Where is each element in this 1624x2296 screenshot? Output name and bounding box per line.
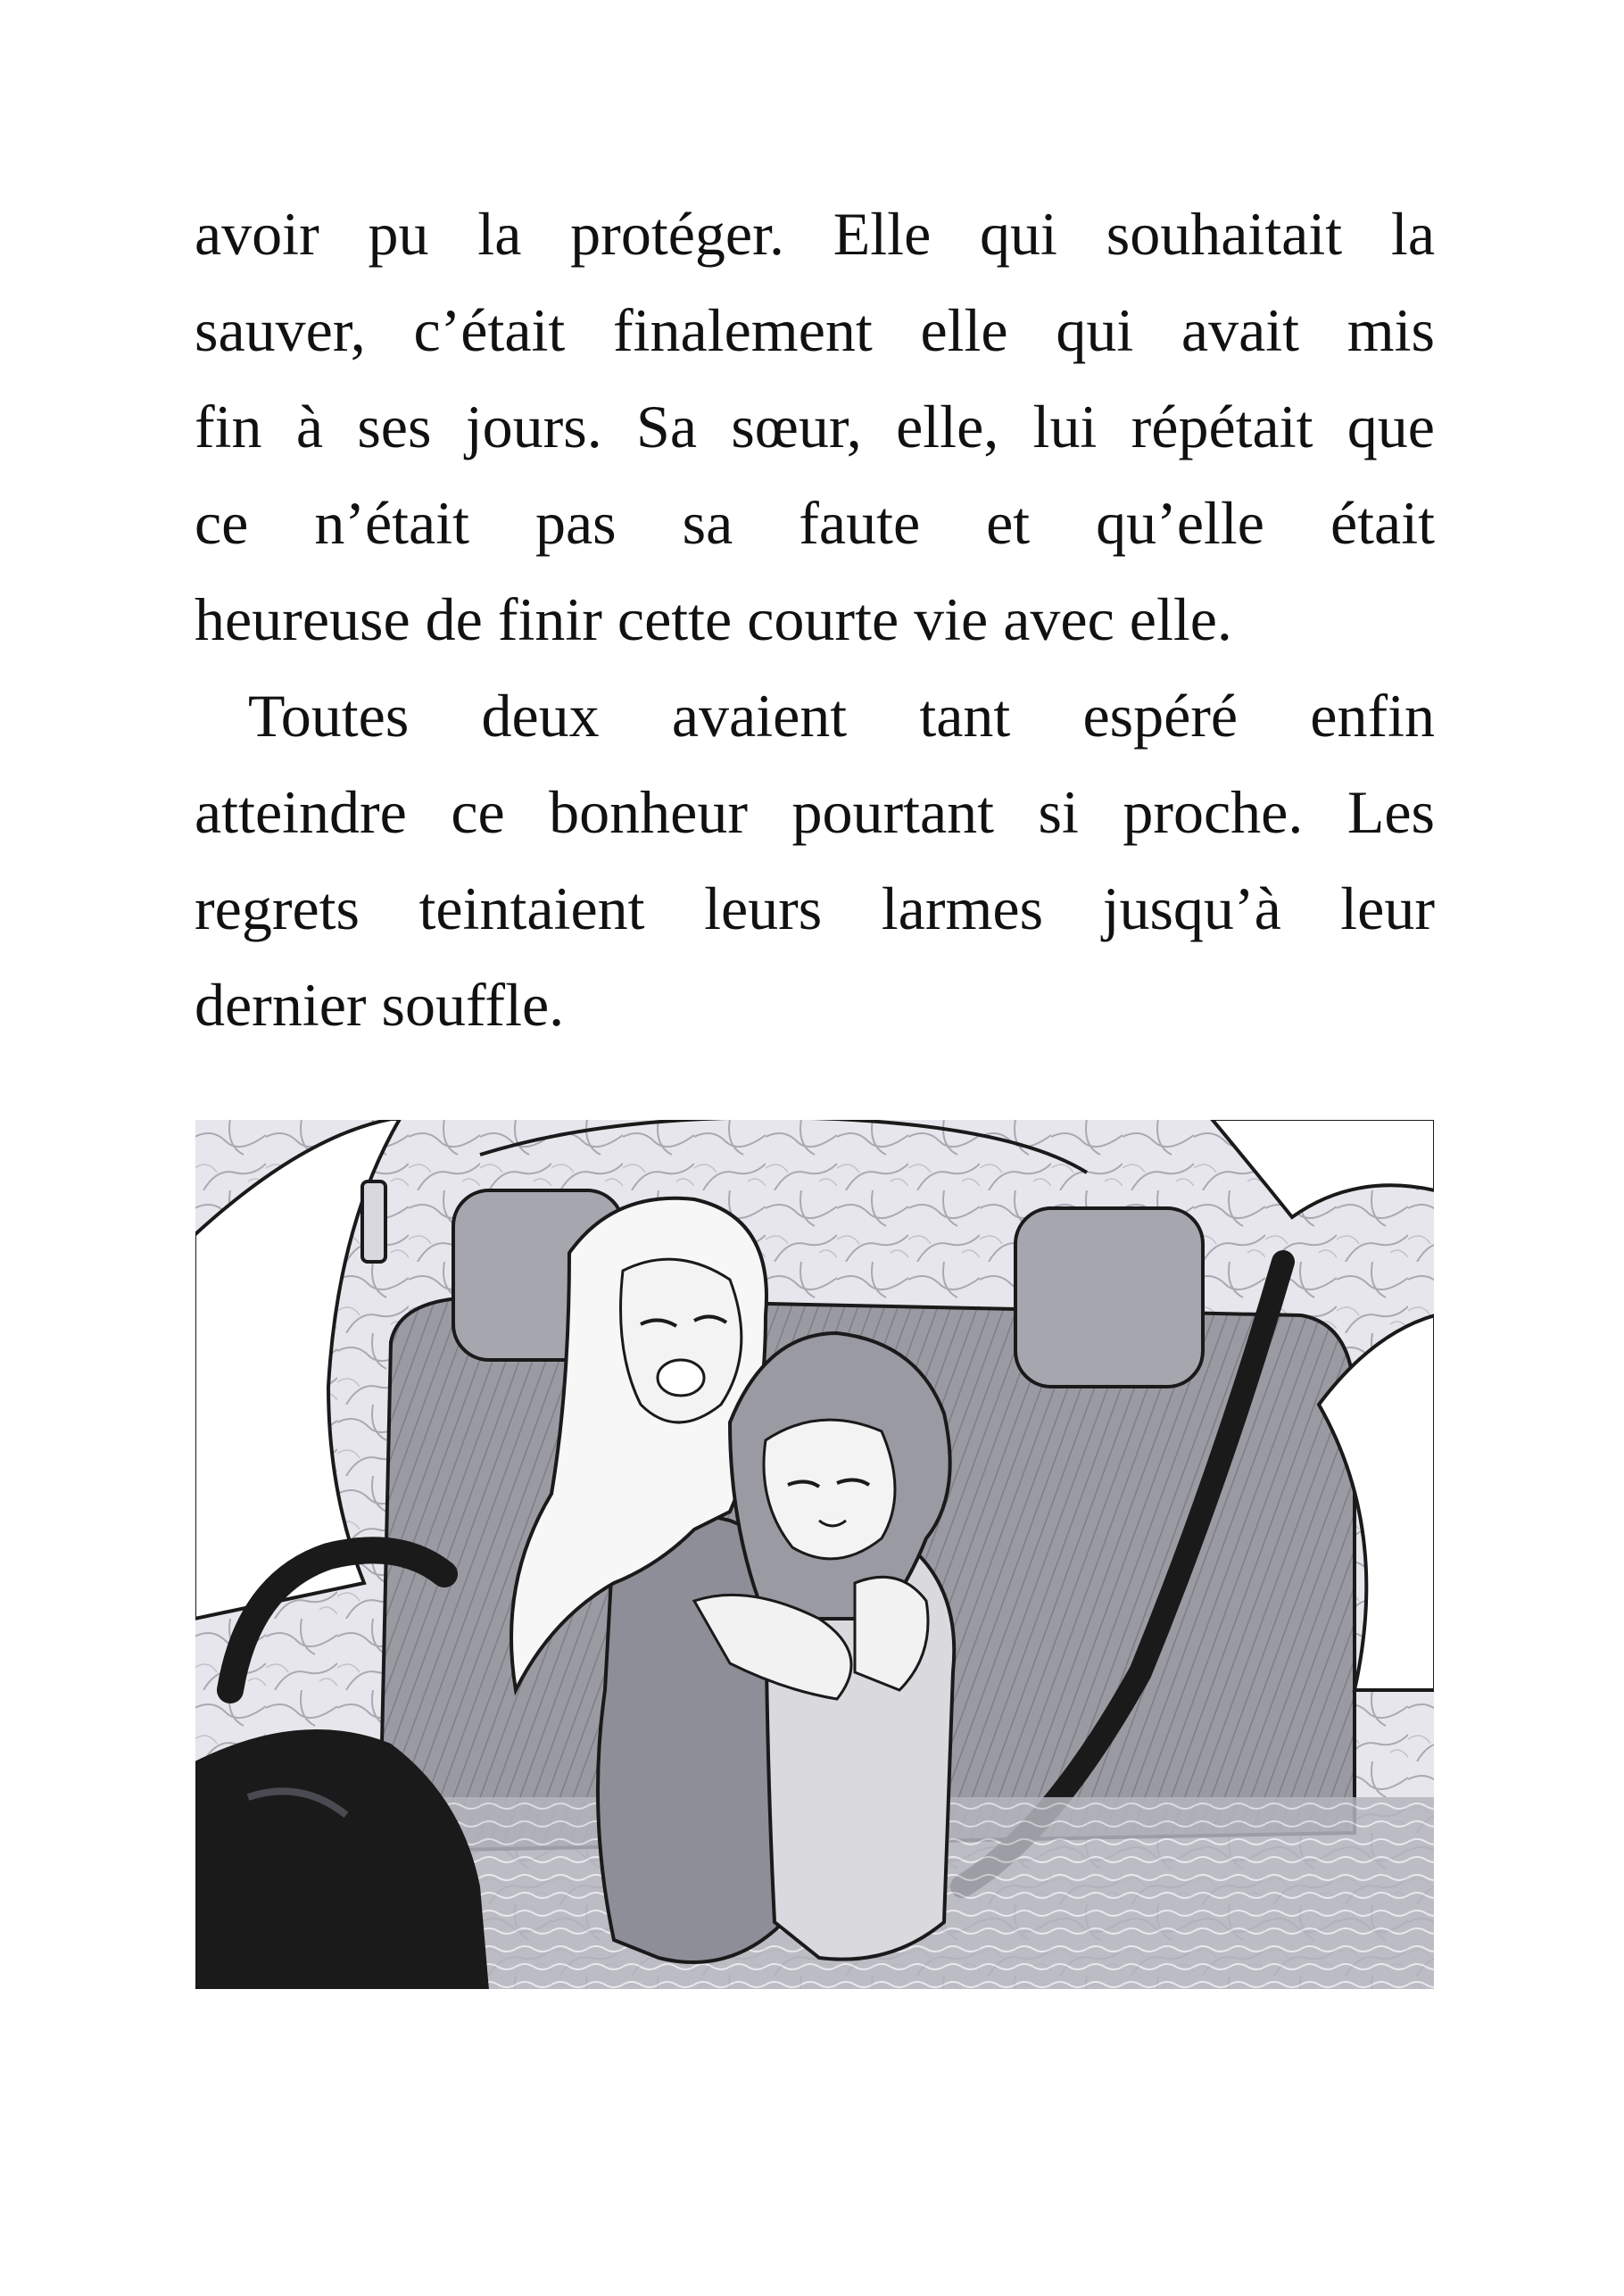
text-line: sauver, c’était finalement elle qui avait mis: [195, 296, 1435, 364]
text-line: regrets teintaient leurs larmes jusqu’à leur: [195, 874, 1435, 942]
paragraph-1: [195, 186, 1435, 667]
paragraph-2: [195, 667, 1435, 1053]
text-line: fin à ses jours. Sa sœur, elle, lui répétait que: [195, 393, 1435, 460]
headrest-right: [1015, 1208, 1203, 1387]
story-text: [195, 186, 1435, 1053]
text-line: heureuse de finir cette courte vie avec elle.: [195, 585, 1232, 653]
text-line: dernier souffle.: [195, 971, 565, 1039]
crying-mouth: [658, 1360, 704, 1396]
text-line: Toutes deux avaient tant espéré enfin: [248, 682, 1435, 750]
text-line: atteindre ce bonheur pourtant si proche. Les: [195, 778, 1435, 846]
text-line: ce n’était pas sa faute et qu’elle était: [195, 489, 1435, 557]
door-lock: [362, 1181, 385, 1262]
manga-illustration: [195, 1119, 1435, 1990]
older-sister-face: [621, 1259, 742, 1422]
illustration-svg: [195, 1119, 1435, 1990]
text-line: avoir pu la protéger. Elle qui souhaitait la: [195, 200, 1435, 268]
